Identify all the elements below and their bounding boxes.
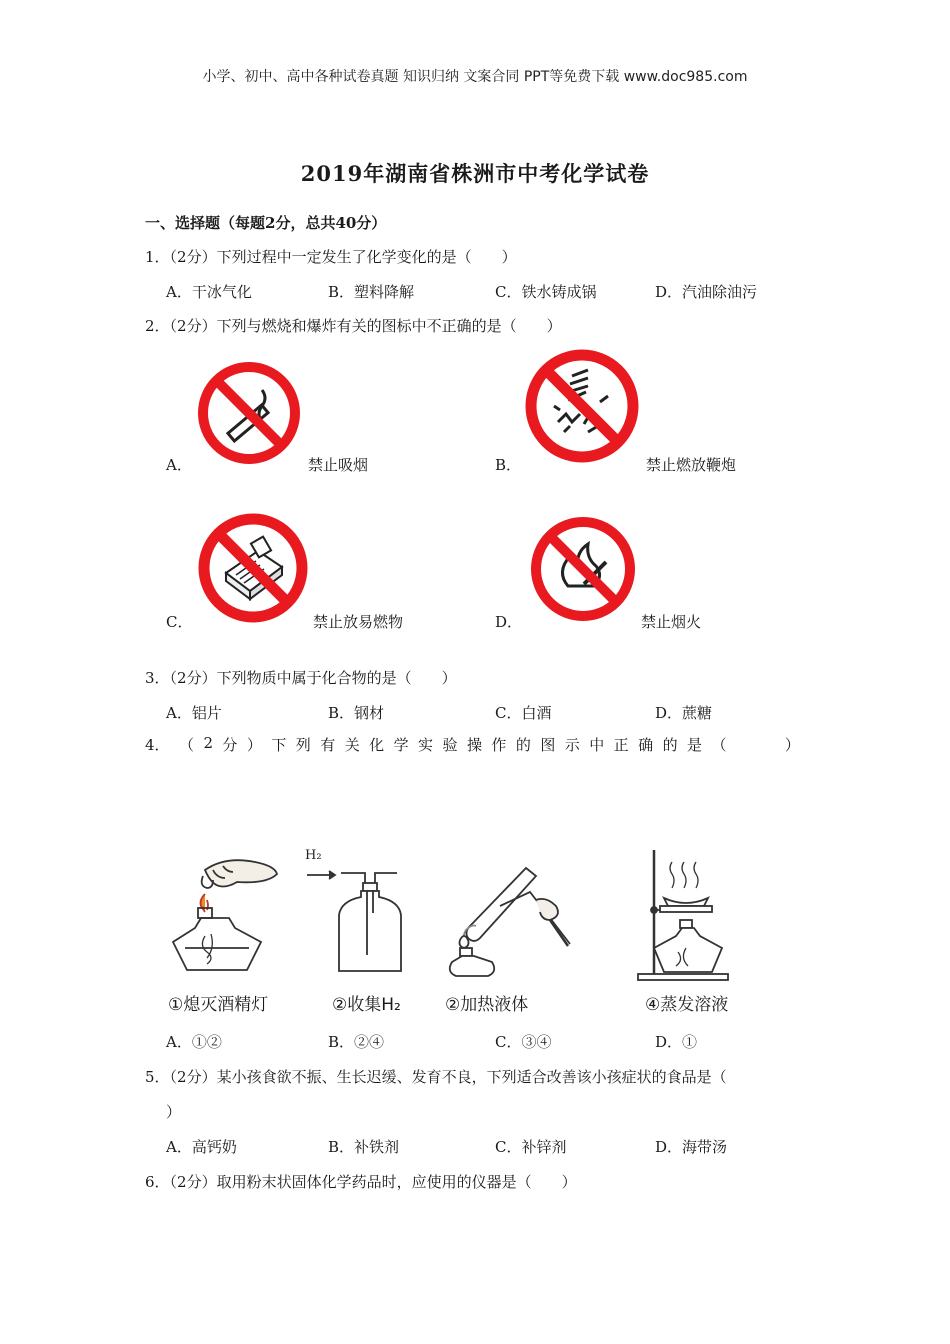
q4-stem-char: 图 [540, 736, 556, 754]
no-flammables-icon [196, 511, 310, 629]
heating-test-tube-icon [440, 860, 575, 984]
q4-stem-char: 作 [491, 736, 507, 754]
q4-stem-char [760, 734, 775, 755]
question-6-stem: 6．（2分）取用粉末状固体化学药品时，应使用的仪器是（ ） [145, 1173, 577, 1191]
question-3-stem: 3．（2分）下列物质中属于化合物的是（ ） [145, 669, 457, 687]
section-heading: 一、选择题（每题2分，总共40分） [145, 214, 387, 232]
no-firecrackers-icon [524, 346, 640, 470]
page-title: 2019年湖南省株洲市中考化学试卷 [300, 161, 650, 186]
q4-stem-char: （ [178, 736, 194, 754]
q4-stem-char: 2 [203, 734, 213, 752]
q2-option-c-label: 禁止放易燃物 [313, 613, 404, 631]
q4-stem-char: 的 [515, 736, 531, 754]
q4-stem-char: 验 [442, 736, 458, 754]
q4-stem-char: 有 [320, 736, 336, 754]
q4-stem-char [736, 734, 751, 755]
q4-stem-char: 学 [393, 736, 409, 754]
q5-option-d: D．海带汤 [655, 1138, 728, 1156]
page-header: 小学、初中、高中各种试卷真题 知识归纳 文案合同 PPT等免费下载 www.doc985.com [202, 69, 748, 85]
q4-stem-char: 关 [344, 736, 360, 754]
question-1-stem: 1．（2分）下列过程中一定发生了化学变化的是（ ） [145, 248, 517, 266]
no-open-flame-icon [528, 514, 638, 628]
q2-option-a-label: 禁止吸烟 [308, 456, 369, 474]
q1-option-a: A．干冰气化 [166, 283, 252, 301]
q4-option-a: A．①② [166, 1033, 222, 1051]
q4-stem-char: （ [711, 736, 727, 754]
q2-option-c-letter: C． [166, 613, 193, 631]
q4-figure-1-caption: ①熄灭酒精灯 [168, 995, 269, 1015]
q4-stem-char: ） [246, 736, 262, 754]
q4-option-c: C．③④ [495, 1033, 552, 1051]
q4-stem-char: 操 [466, 736, 482, 754]
q4-stem-char: 实 [418, 736, 434, 754]
question-4-stem [145, 734, 800, 755]
q3-option-d: D．蔗糖 [655, 704, 713, 722]
q1-option-b: B．塑料降解 [328, 283, 415, 301]
q3-option-b: B．钢材 [328, 704, 385, 722]
question-2-stem: 2．（2分）下列与燃烧和爆炸有关的图标中不正确的是（ ） [145, 317, 562, 335]
q2-option-a-letter: A． [166, 456, 192, 474]
q3-option-c: C．白酒 [495, 704, 552, 722]
q4-figure-4-caption: ④蒸发溶液 [645, 995, 729, 1015]
q2-option-b-label: 禁止燃放鞭炮 [646, 456, 737, 474]
q4-stem-char: 确 [638, 736, 654, 754]
q4-stem-char: 4． [145, 736, 170, 754]
q5-option-b: B．补铁剂 [328, 1138, 400, 1156]
q2-option-b-letter: B． [495, 456, 522, 474]
no-smoking-icon [196, 360, 302, 470]
q4-stem-char: ） [784, 736, 800, 754]
q4-stem-char: 下 [271, 736, 287, 754]
q4-stem-char: 化 [369, 736, 385, 754]
q4-figure-3-caption: ②加热液体 [445, 995, 529, 1015]
question-5-stem-line-1: 5．（2分）某小孩食欲不振、生长迟缓、发育不良，下列适合改善该小孩症状的食品是（ [145, 1068, 727, 1086]
q4-stem-char: 示 [564, 736, 580, 754]
q4-stem-char: 正 [613, 736, 629, 754]
q2-option-d-label: 禁止烟火 [641, 613, 702, 631]
q4-stem-char: 是 [687, 736, 703, 754]
gas-bottle-icon [305, 845, 415, 979]
q4-stem-char: 的 [662, 736, 678, 754]
q4-stem-char: 分 [222, 736, 238, 754]
question-5-stem-line-2: ） [166, 1103, 182, 1121]
q1-option-c: C．铁水铸成锅 [495, 283, 597, 301]
evaporating-dish-icon [632, 848, 732, 987]
q4-option-b: B．②④ [328, 1033, 385, 1051]
q4-h2-arrow-label: H₂ [305, 848, 322, 863]
q3-option-a: A．铝片 [166, 704, 222, 722]
q4-stem-char: 中 [589, 736, 605, 754]
alcohol-lamp-icon [165, 850, 280, 979]
q1-option-d: D．汽油除油污 [655, 283, 758, 301]
q2-option-d-letter: D． [495, 613, 523, 631]
q4-option-d: D．① [655, 1033, 698, 1051]
q4-figure-2-caption: ②收集H₂ [332, 995, 401, 1015]
q5-option-c: C．补锌剂 [495, 1138, 567, 1156]
q5-option-a: A．高钙奶 [166, 1138, 237, 1156]
q4-stem-char: 列 [295, 736, 311, 754]
